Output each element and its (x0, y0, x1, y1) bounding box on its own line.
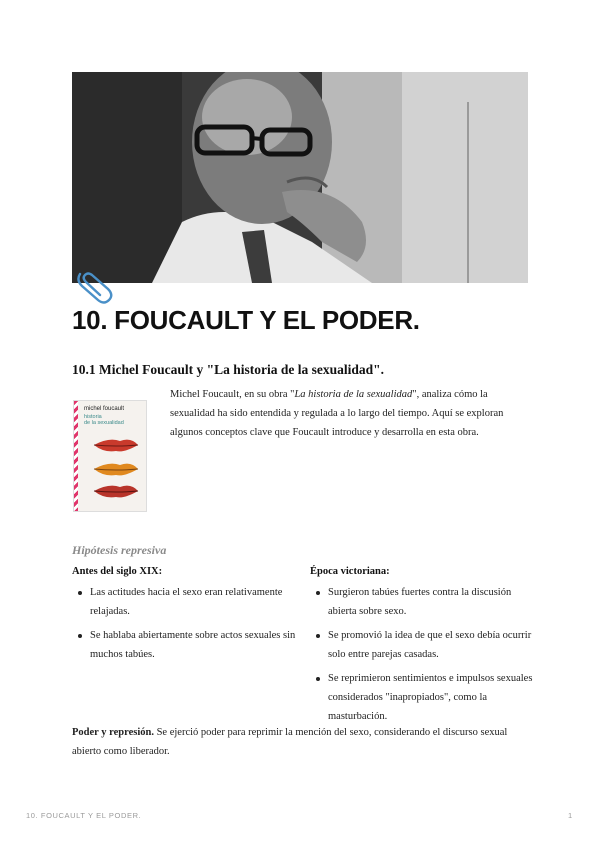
footer-section-title: 10. FOUCAULT Y EL PODER. (26, 811, 142, 820)
intro-paragraph (170, 385, 530, 442)
list-item: Las actitudes hacia el sexo eran relativamente relajadas. (72, 583, 302, 621)
lips-icon-3 (94, 486, 138, 498)
portrait-illustration (72, 72, 528, 283)
footer-page-number: 1 (568, 811, 573, 820)
bullet-list (72, 583, 302, 664)
lips-icon-1 (94, 440, 138, 452)
book-cover-title-line1: historia (84, 414, 102, 420)
column-title: Época victoriana: (310, 566, 390, 577)
list-item: Surgieron tabúes fuertes contra la discusión abierta sobre sexo. (310, 583, 540, 621)
lips-icon-2 (94, 464, 138, 476)
column-title: Antes del siglo XIX: (72, 566, 163, 577)
list-item: Se hablaba abiertamente sobre actos sexuales sin muchos tabúes. (72, 626, 302, 664)
book-cover-lips (74, 401, 146, 511)
closing-text: Se ejerció poder para reprimir la mención del sexo, considerando el discurso sexual abierto como liberador. (72, 727, 508, 757)
book-cover-author: michel foucault (84, 406, 125, 412)
book-cover-image (73, 400, 147, 512)
book-cover-title-line2: de la sexualidad (84, 420, 124, 426)
subheading-repressive-hypothesis: Hipótesis represiva (72, 543, 167, 557)
intro-work-title: La historia de la sexualidad (294, 389, 413, 400)
bullet-list (310, 583, 540, 726)
column-victorian-era (310, 566, 540, 731)
list-item: Se reprimieron sentimientos e impulsos sexuales considerados "inapropiados", como la masturbación. (310, 669, 540, 726)
intro-text-2: ", analiza cómo la sexualidad ha sido entendida y regulada a lo largo del tiempo. Aquí se exploran algunos conceptos clave que Foucault introduce y desarrolla en esta obra. (170, 389, 504, 438)
list-item: Se promovió la idea de que el sexo debía ocurrir solo entre parejas casadas. (310, 626, 540, 664)
page-title: 10. FOUCAULT Y EL PODER. (72, 305, 420, 335)
closing-bold-label: Poder y represión. (72, 727, 154, 738)
closing-paragraph (72, 723, 532, 761)
header-photo (72, 72, 528, 283)
paperclip-icon (74, 268, 116, 306)
section-heading: 10.1 Michel Foucault y "La historia de la sexualidad". (72, 362, 385, 377)
column-before-19th-century (72, 566, 302, 669)
intro-text-1: Michel Foucault, en su obra " (170, 389, 295, 400)
